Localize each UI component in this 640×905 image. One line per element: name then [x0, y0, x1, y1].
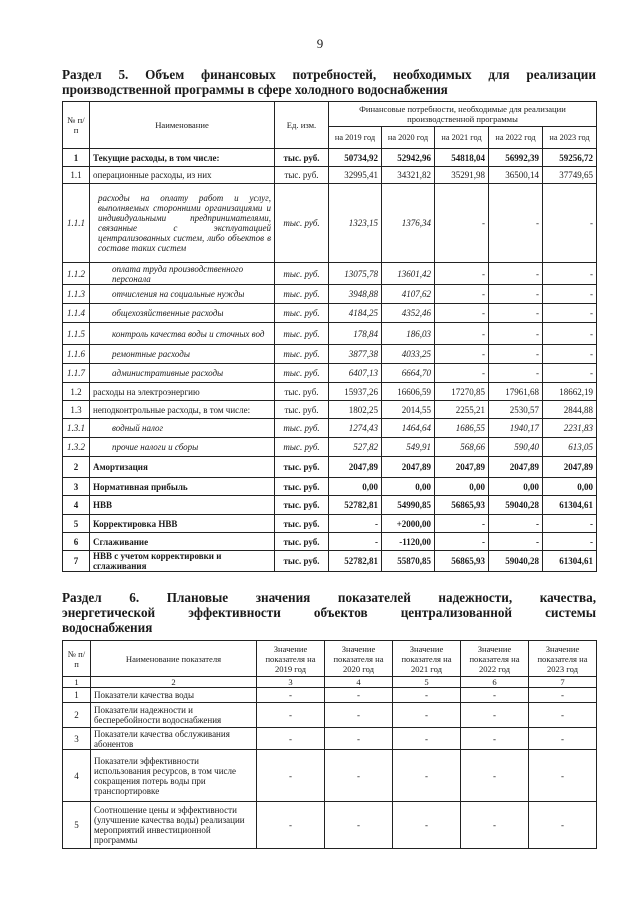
row-name: отчисления на социальные нужды	[90, 285, 275, 304]
row-value: 2530,57	[489, 401, 543, 419]
row-name: контроль качества воды и сточных вод	[90, 323, 275, 345]
row-value: -	[329, 533, 382, 551]
row-value: -	[489, 515, 543, 533]
row-name: Корректировка НВВ	[90, 515, 275, 533]
row-value: -1120,00	[382, 533, 435, 551]
row-value: -	[435, 364, 489, 383]
indicator-value: -	[461, 802, 529, 849]
row-value: -	[543, 515, 597, 533]
row-value: 3877,38	[329, 345, 382, 364]
col-number: 3	[257, 677, 325, 688]
indicator-value: -	[393, 703, 461, 728]
row-name: прочие налоги и сборы	[90, 438, 275, 457]
table-row	[63, 478, 597, 496]
row-number: 1.1.5	[63, 323, 90, 345]
row-value: 52942,96	[382, 149, 435, 167]
indicator-name: Соотношение цены и эффективности (улучшение качества воды) реализации мероприятий инвестиционной программы	[91, 802, 257, 849]
col-header-year: на 2020 год	[382, 127, 435, 149]
row-value: 17961,68	[489, 383, 543, 401]
indicator-value: -	[393, 750, 461, 802]
table-row	[63, 419, 597, 438]
indicators-table	[62, 640, 597, 849]
row-value: 50734,92	[329, 149, 382, 167]
row-value: 1940,17	[489, 419, 543, 438]
row-value: 54818,04	[435, 149, 489, 167]
row-unit: тыс. руб.	[275, 323, 329, 345]
indicator-value: -	[529, 750, 597, 802]
row-value: 613,05	[543, 438, 597, 457]
row-value: 34321,82	[382, 167, 435, 184]
row-value: 55870,85	[382, 551, 435, 572]
row-number: 3	[63, 728, 91, 750]
row-number: 2	[63, 703, 91, 728]
section5-title-line2: производственной программы в сфере холодного водоснабжения	[62, 82, 448, 97]
indicator-name: Показатели качества обслуживания абонентов	[91, 728, 257, 750]
row-unit: тыс. руб.	[275, 438, 329, 457]
row-unit: тыс. руб.	[275, 496, 329, 515]
table-row	[63, 167, 597, 184]
row-number: 2	[63, 457, 90, 478]
row-unit: тыс. руб.	[275, 285, 329, 304]
row-value: 36500,14	[489, 167, 543, 184]
row-value: -	[543, 364, 597, 383]
indicator-value: -	[325, 750, 393, 802]
row-value: -	[489, 323, 543, 345]
row-number: 1	[63, 688, 91, 703]
row-unit: тыс. руб.	[275, 478, 329, 496]
row-unit: тыс. руб.	[275, 457, 329, 478]
col-number: 2	[91, 677, 257, 688]
indicator-value: -	[325, 802, 393, 849]
row-unit: тыс. руб.	[275, 304, 329, 323]
row-value: 1376,34	[382, 184, 435, 263]
col-number: 7	[529, 677, 597, 688]
row-value: 2231,83	[543, 419, 597, 438]
row-number: 1.1.7	[63, 364, 90, 383]
col-header-year-value: Значение показателя на 2021 год	[393, 641, 461, 677]
col-number: 4	[325, 677, 393, 688]
table-row	[63, 323, 597, 345]
row-number: 6	[63, 533, 90, 551]
row-name: операционные расходы, из них	[90, 167, 275, 184]
row-number: 1.3	[63, 401, 90, 419]
row-unit: тыс. руб.	[275, 263, 329, 285]
row-name: неподконтрольные расходы, в том числе:	[90, 401, 275, 419]
row-value: 186,03	[382, 323, 435, 345]
row-value: -	[435, 285, 489, 304]
row-number: 1.1.3	[63, 285, 90, 304]
indicator-name: Показатели эффективности использования ресурсов, в том числе сокращения потерь воды при транспортировке	[91, 750, 257, 802]
row-value: 56865,93	[435, 496, 489, 515]
table-row	[63, 551, 597, 572]
section6-title-line3: водоснабжения	[62, 620, 153, 635]
row-number: 1.3.1	[63, 419, 90, 438]
row-unit: тыс. руб.	[275, 345, 329, 364]
row-value: 0,00	[435, 478, 489, 496]
row-value: 37749,65	[543, 167, 597, 184]
table-row	[63, 750, 597, 802]
row-value: 2844,88	[543, 401, 597, 419]
row-name: расходы на электроэнергию	[90, 383, 275, 401]
col-number: 5	[393, 677, 461, 688]
indicator-value: -	[325, 688, 393, 703]
table-row	[63, 184, 597, 263]
row-value: -	[489, 345, 543, 364]
row-value: 52782,81	[329, 551, 382, 572]
col-header-name: Наименование показателя	[91, 641, 257, 677]
col-header-year: на 2021 год	[435, 127, 489, 149]
col-header-name: Наименование	[90, 102, 275, 149]
row-value: 0,00	[329, 478, 382, 496]
row-name: НВВ	[90, 496, 275, 515]
row-name: водный налог	[90, 419, 275, 438]
row-value: -	[543, 285, 597, 304]
row-number: 1.1.4	[63, 304, 90, 323]
row-value: -	[489, 533, 543, 551]
row-value: 59256,72	[543, 149, 597, 167]
row-number: 5	[63, 515, 90, 533]
section5-title	[62, 67, 596, 97]
col-header-year-value: Значение показателя на 2023 год	[529, 641, 597, 677]
row-value: 590,40	[489, 438, 543, 457]
row-value: 2047,89	[543, 457, 597, 478]
row-value: -	[543, 345, 597, 364]
table-row	[63, 304, 597, 323]
section6-title-line2: энергетической эффективности объектов централизованной системы	[62, 605, 596, 620]
row-value: 61304,61	[543, 551, 597, 572]
indicator-value: -	[325, 703, 393, 728]
row-value: 1802,25	[329, 401, 382, 419]
indicator-value: -	[461, 728, 529, 750]
row-value: 178,84	[329, 323, 382, 345]
table-row	[63, 515, 597, 533]
col-header-unit: Ед. изм.	[275, 102, 329, 149]
row-number: 1.1.6	[63, 345, 90, 364]
row-value: 2047,89	[435, 457, 489, 478]
row-unit: тыс. руб.	[275, 533, 329, 551]
row-number: 4	[63, 496, 90, 515]
section6-title	[62, 590, 596, 635]
row-value: -	[435, 345, 489, 364]
row-number: 1.1.2	[63, 263, 90, 285]
row-unit: тыс. руб.	[275, 364, 329, 383]
row-value: 4352,46	[382, 304, 435, 323]
col-number: 1	[63, 677, 91, 688]
row-number: 1.1.1	[63, 184, 90, 263]
row-number: 4	[63, 750, 91, 802]
row-value: 4033,25	[382, 345, 435, 364]
row-value: -	[435, 304, 489, 323]
indicator-value: -	[461, 688, 529, 703]
row-value: 59040,28	[489, 496, 543, 515]
row-name: НВВ с учетом корректировки и сглаживания	[90, 551, 275, 572]
indicator-value: -	[529, 703, 597, 728]
row-value: -	[489, 304, 543, 323]
indicator-value: -	[325, 728, 393, 750]
row-value: 0,00	[489, 478, 543, 496]
table-row	[63, 533, 597, 551]
indicator-value: -	[393, 688, 461, 703]
row-value: 0,00	[543, 478, 597, 496]
row-value: 61304,61	[543, 496, 597, 515]
row-value: -	[543, 533, 597, 551]
col-header-year: на 2019 год	[329, 127, 382, 149]
row-value: 52782,81	[329, 496, 382, 515]
table-row	[63, 688, 597, 703]
col-header-year-value: Значение показателя на 2020 год	[325, 641, 393, 677]
row-value: -	[489, 364, 543, 383]
indicator-value: -	[257, 688, 325, 703]
table-row	[63, 285, 597, 304]
row-unit: тыс. руб.	[275, 515, 329, 533]
row-value: -	[543, 263, 597, 285]
row-value: -	[435, 323, 489, 345]
row-value: -	[329, 515, 382, 533]
row-value: 18662,19	[543, 383, 597, 401]
row-value: 54990,85	[382, 496, 435, 515]
row-value: 56865,93	[435, 551, 489, 572]
row-value: 549,91	[382, 438, 435, 457]
row-value: 13075,78	[329, 263, 382, 285]
row-value: 35291,98	[435, 167, 489, 184]
row-value: -	[543, 184, 597, 263]
row-value: 3948,88	[329, 285, 382, 304]
row-unit: тыс. руб.	[275, 551, 329, 572]
row-value: +2000,00	[382, 515, 435, 533]
indicator-value: -	[257, 802, 325, 849]
col-header-year-value: Значение показателя на 2019 год	[257, 641, 325, 677]
row-unit: тыс. руб.	[275, 184, 329, 263]
row-value: 32995,41	[329, 167, 382, 184]
col-header-year: на 2023 год	[543, 127, 597, 149]
row-unit: тыс. руб.	[275, 149, 329, 167]
row-value: 2047,89	[489, 457, 543, 478]
indicator-value: -	[461, 750, 529, 802]
row-value: 4107,62	[382, 285, 435, 304]
table-row	[63, 345, 597, 364]
row-value: 1686,55	[435, 419, 489, 438]
table-row	[63, 364, 597, 383]
section5-title-line1: Раздел 5. Объем финансовых потребностей, необходимых для реализации	[62, 67, 596, 82]
indicator-value: -	[393, 802, 461, 849]
table-row	[63, 149, 597, 167]
row-value: -	[435, 184, 489, 263]
table-row	[63, 703, 597, 728]
row-number: 3	[63, 478, 90, 496]
row-value: 2047,89	[329, 457, 382, 478]
row-value: 0,00	[382, 478, 435, 496]
table-row	[63, 263, 597, 285]
row-number: 1	[63, 149, 90, 167]
row-number: 1.2	[63, 383, 90, 401]
row-value: -	[489, 184, 543, 263]
row-number: 7	[63, 551, 90, 572]
table-row	[63, 496, 597, 515]
row-value: -	[435, 515, 489, 533]
row-name: Амортизация	[90, 457, 275, 478]
table-row	[63, 802, 597, 849]
row-unit: тыс. руб.	[275, 383, 329, 401]
indicator-value: -	[393, 728, 461, 750]
indicator-value: -	[257, 703, 325, 728]
row-value: 16606,59	[382, 383, 435, 401]
row-name: Сглаживание	[90, 533, 275, 551]
row-value: -	[435, 263, 489, 285]
table-row	[63, 457, 597, 478]
indicator-name: Показатели надежности и бесперебойности водоснабжения	[91, 703, 257, 728]
row-value: 1274,43	[329, 419, 382, 438]
row-value: 1464,64	[382, 419, 435, 438]
col-header-year-value: Значение показателя на 2022 год	[461, 641, 529, 677]
row-unit: тыс. руб.	[275, 419, 329, 438]
row-name: расходы на оплату работ и услуг, выполняемых сторонними организациями и индивидуальными предпринимателями, связанные с эксплуатацией централизованных систем, либо объектов в составе таких систем	[90, 184, 275, 263]
row-value: -	[543, 304, 597, 323]
row-value: 17270,85	[435, 383, 489, 401]
row-value: 59040,28	[489, 551, 543, 572]
table-row	[63, 728, 597, 750]
indicator-value: -	[529, 728, 597, 750]
row-value: 527,82	[329, 438, 382, 457]
col-header-num: № п/п	[63, 102, 90, 149]
table-row	[63, 438, 597, 457]
financial-needs-table	[62, 101, 597, 572]
row-value: -	[489, 285, 543, 304]
row-name: общехозяйственные расходы	[90, 304, 275, 323]
row-value: 6407,13	[329, 364, 382, 383]
row-name: Текущие расходы, в том числе:	[90, 149, 275, 167]
row-value: 568,66	[435, 438, 489, 457]
row-value: 2255,21	[435, 401, 489, 419]
col-header-num: № п/п	[63, 641, 91, 677]
row-number: 1.1	[63, 167, 90, 184]
row-value: 13601,42	[382, 263, 435, 285]
row-value: 56992,39	[489, 149, 543, 167]
row-unit: тыс. руб.	[275, 401, 329, 419]
indicator-value: -	[461, 703, 529, 728]
row-value: 15937,26	[329, 383, 382, 401]
row-name: ремонтные расходы	[90, 345, 275, 364]
row-value: -	[489, 263, 543, 285]
col-header-financial-needs: Финансовые потребности, необходимые для реализации производственной программы	[329, 102, 597, 127]
col-header-year: на 2022 год	[489, 127, 543, 149]
row-unit: тыс. руб.	[275, 167, 329, 184]
row-number: 1.3.2	[63, 438, 90, 457]
indicator-name: Показатели качества воды	[91, 688, 257, 703]
row-value: -	[543, 323, 597, 345]
row-value: -	[435, 533, 489, 551]
indicator-value: -	[529, 802, 597, 849]
table-row	[63, 401, 597, 419]
page-number: 9	[316, 36, 324, 51]
row-name: оплата труда производственного персонала	[90, 263, 275, 285]
row-name: административные расходы	[90, 364, 275, 383]
row-name: Нормативная прибыль	[90, 478, 275, 496]
col-number: 6	[461, 677, 529, 688]
row-value: 4184,25	[329, 304, 382, 323]
indicator-value: -	[529, 688, 597, 703]
row-value: 1323,15	[329, 184, 382, 263]
row-number: 5	[63, 802, 91, 849]
row-value: 2014,55	[382, 401, 435, 419]
table-row	[63, 383, 597, 401]
indicator-value: -	[257, 750, 325, 802]
row-value: 2047,89	[382, 457, 435, 478]
section6-title-line1: Раздел 6. Плановые значения показателей надежности, качества,	[62, 590, 596, 605]
row-value: 6664,70	[382, 364, 435, 383]
indicator-value: -	[257, 728, 325, 750]
